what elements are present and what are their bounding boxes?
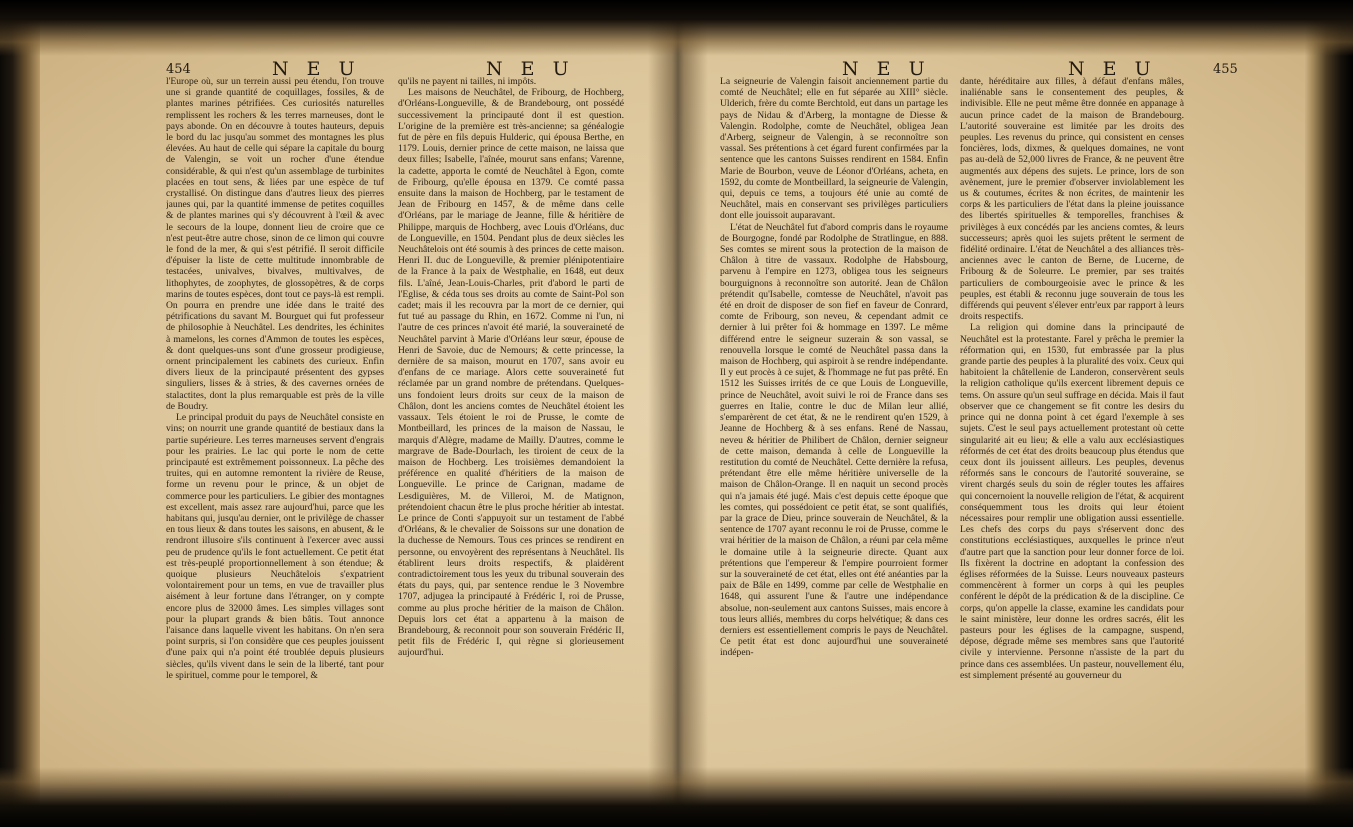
paragraph: La religion qui domine dans la principauté de Neuchâtel est la protestante. Farel y prêcha le premier la réformation qui, en 1530, fut embrassée par la plus grande partie des peuples à la pluralité des voix. Ceux qui habitoient la châtellenie de Landeron, conservèrent seuls la religion catholique qu'ils exercent librement depuis ce tems. On assure qu'un seul suffrage en décida. Mais il faut observer que ce changement se fit contre les desirs du prince qui ne donna point à cet égard l'exemple à ses sujets. C'est le seul pays actuellement protestant où cette singularité ait eu lieu; & elle a valu aux ecclésiastiques réformés de cet état des droits beaucoup plus étendus que ceux dont ils jouissent ailleurs. Les peuples, devenus réformés sans le concours de l'autorité souveraine, se virent chargés seuls du soin de régler toutes les affaires qui concernoient la nouvelle religion de l'état, & acquirent conséquemment tous les droits qui leur étoient nécessaires pour remplir une obligation aussi essentielle. Les chefs des corps du pays s'réservent donc des constitutions ecclésiastiques, auxquelles le prince n'eut d'autre part que la sanction pour leur donner force de loi. Ils fixèrent la doctrine en adoptant la confession des églises réformées de la Suisse. Leurs nouveaux pasteurs commencèrent à former un corps à qui les peuples conférent le dépôt de la prédication & de la discipline. Ce corps, qu'on appelle la classe, examine les candidats pour le saint ministère, leur donne les ordres sacrés, élit les pasteurs pour les églises de la campagne, suspend, dépose, dégrade même ses membres sans que l'autorité civile y intervienne. Personne n'assiste de la part du prince dans ces assemblées. Un pasteur, nouvellement élu, est simplement présenté au gouverneur du xyxy=(960,322,1184,681)
page-number: 455 xyxy=(1213,62,1238,77)
paragraph: qu'ils ne payent ni tailles, ni impôts. xyxy=(398,76,537,87)
text-column xyxy=(960,76,1184,796)
text-column xyxy=(166,76,384,780)
paragraph: Le principal produit du pays de Neuchâtel consiste en vins; on nourrit une grande quantité de bestiaux dans la partie supérieure. Les terres marneuses servent d'engrais pour les prairies. Le lac qui porte le nom de cette principauté est extrêmement poissonneux. La pêche des truites, qui en automne remontent la rivière de Reuse, forme un revenu pour le prince, & un objet de commerce pour les particuliers. Le gibier des montagnes est excellent, mais assez rare aujourd'hui, parce que les habitans qui, jusqu'au dernier, ont le privilège de chasser en tous lieux & dans toutes les saisons, en abusent, & le rendront illusoire s'ils continuent à l'exercer avec aussi peu de prudence qu'ils le font actuellement. Ce petit état est très-peuplé proportionnellement à son étendue; & quoique plusieurs Neuchâtelois s'expatrient volontairement pour un tems, en vue de travailler plus aisément à leur fortune dans l'étranger, on y compte encore plus de 32000 âmes. Les simples villages sont pour la plupart grands & bien bâtis. Tout annonce l'aisance dans laquelle vivent les habitans. On n'en sera point surpris, si l'on considère que ces peuples jouissent d'une paix qui n'a point été troublée depuis plusieurs siècles, qu'ils vivent dans le sein de la liberté, tant pour le spirituel, comme pour le temporel, & xyxy=(166,412,384,681)
paragraph: L'état de Neuchâtel fut d'abord compris dans le royaume de Bourgogne, fondé par Rodolphe de Stratlingue, en 888. Ses comtes se mirent sous la protection de la maison de Châlon à titre de vassaux. Rodolphe de Habsbourg, parvenu à l'empire en 1273, obligea tous les seigneurs bourguignons à reconnoître son autorité. Jean de Châlon prétendit qu'Isabelle, comtesse de Neuchâtel, n'avoit pas été en droit de disposer de son fief en faveur de Conrard, comte de Fribourg, son neveu, & cependant admit ce dernier à lui prêter foi & hommage en 1397. Le même différend entre le seigneur suzerain & son vassal, se renouvella lorsque le comté de Neuchâtel passa dans la maison de Hochberg, qui aspiroit à se rendre indépendante. Il y eut procès à ce sujet, & l'hommage ne fut pas prêté. En 1512 les Suisses irrités de ce que Louis de Longueville, prince de Neuchâtel, avoit suivi le roi de France dans ses guerres en Italie, contre le duc de Milan leur allié, s'emparèrent de cet état, & ne le rendirent qu'en 1529, à Jeanne de Hochberg & à ses enfans. René de Nassau, neveu & héritier de Philibert de Châlon, dernier seigneur de cette maison, demanda à celle de Longueville la restitution du comté de Neuchâtel. Cette dernière la refusa, prétendant être elle même héritière universelle de la maison de Châlon-Orange. Il en naquit un second procès qui n'a jamais été jugé. Mais c'est depuis cette époque que les comtes, qui possédoient ce petit état, se sont qualifiés, par la grace de Dieu, prince souverain de Neuchâtel, & la sentence de 1707 ayant reconnu le roi de Prusse, comme le vrai héritier de la maison de Châlon, a réuni par cela même le domaine utile à la seigneurie directe. Quant aux prétentions que l'empereur & l'empire pourroient former sur la souveraineté de cet état, elles ont été anéanties par la paix de Bâle en 1499, comme par celle de Westphalie en 1648, qui assurent l'une & l'autre une indépendance absolue, non-seulement aux cantons Suisses, mais encore à tous leurs alliés, membres du corps helvétique; & dans ces derniers est essentiellement compris le pays de Neuchâtel. Ce petit état est donc aujourd'hui une souveraineté indépen- xyxy=(720,221,948,659)
text-column xyxy=(720,76,948,796)
running-head: N E U xyxy=(272,58,361,80)
paragraph: dante, héréditaire aux filles, à défaut d'enfans mâles, inaliénable sans le consentement des peuples, & indivisible. Elle ne peut même être donnée en appanage à aucun prince cadet de la maison de Brandebourg. L'autorité souveraine est limitée par les droits des peuples. Les revenus du prince, qui consistent en censes foncières, lods, dixmes, & quelques domaines, ne vont pas au-delà de 52,000 livres de France, & ne peuvent être augmentés aux dépens des sujets. Le prince, lors de son avènement, jure le premier d'observer inviolablement les us & coutumes, écrites & non écrites, de maintenir les corps & les particuliers de l'état dans la pleine jouissance des libertés spirituelles & temporelles, franchises & privilèges à eux concédés par les anciens comtes, & leurs successeurs; après quoi les sujets prêtent le serment de fidélité ordinaire. L'état de Neuchâtel a des alliances très-anciennes avec le canton de Berne, de Lucerne, de Fribourg & de Soleurre. Le premier, par ses traités particuliers de combourgeoisie avec le prince & les peuples, est établi & reconnu juge souverain de tous les différends qui peuvent s'élever entr'eux par rapport à leurs droits respectifs. xyxy=(960,76,1184,323)
running-head: N E U xyxy=(486,58,575,80)
running-head: N E U xyxy=(1068,58,1157,80)
book-edge-bottom xyxy=(0,767,1353,827)
book-gutter xyxy=(648,0,708,827)
paragraph: l'Europe où, sur un terrein aussi peu étendu, l'on trouve une si grande quantité de coquillages, fossiles, & de plantes marines pétrifiées. Ces curiosités naturelles remplissent les rochers & les terres marneuses, dont le pays abonde. On en découvre à toutes hauteurs, depuis le bord du lac jusqu'au sommet des montagnes les plus élevées. Au haut de celle qui sépare la capitale du bourg de Valengin, se voit un rocher d'une étendue considérable, & qui n'est qu'un assemblage de turbinites placées en tout sens, & liées par une espèce de tuf crystallisé. On distingue dans d'autres lieux des pierres jaunes qui, par la quantité immense de petites coquilles & de plantes marines qui s'y découvrent à l'œil & avec le secours de la loupe, donnent lieu de croire que ce n'est peut-être autre chose, sinon de ce limon qui couvre le fond de la mer, & qui s'est pétrifié. Il seroit difficile d'épuiser la liste de cette multitude innombrable de testacées, univalves, bivalves, multivalves, de lithophytes, de zoophytes, de glossopètres, & de corps marins de toutes espèces, dont tout ce pays-là est rempli. On pourra en prendre une idée dans le traité des pétrifications du savant M. Bourguet qui fut professeur de philosophie à Neuchâtel. Les dendrites, les échinites à mamelons, les cornes d'Ammon de toutes les espèces, & dont quelques-uns sont d'une grosseur prodigieuse, ornent principalement les cabinets des curieux. Enfin divers lieux de la principauté présentent des gypses singuliers, lisses & à stries, & des cavernes ornées de stalactites, dont la plus remarquable est près de la ville de Boudry. xyxy=(166,76,384,412)
paragraph: Les maisons de Neuchâtel, de Fribourg, de Hochberg, d'Orléans-Longueville, & de Brandebourg, ont possédé successivement la principauté dont il est question. L'origine de la première est très-ancienne; sa généalogie fut de père en fils depuis Hulderic, qui épousa Berthe, en 1179. Louis, dernier prince de cette maison, ne laissa que deux filles; Isabelle, l'aînée, mourut sans enfans; Varenne, la cadette, apporta le comté de Neuchâtel à Egon, comte de Fribourg, qu'elle épousa en 1379. Ce comté passa ensuite dans la maison de Hochberg, par le testament de Jean de Fribourg en 1457, & de même dans celle d'Orléans, par le mariage de Jeanne, fille & héritière de Philippe, marquis de Hochberg, avec Louis d'Orléans, duc de Longueville, en 1504. Pendant plus de deux siècles les Neuchâtelois ont été soumis à des princes de cette maison. Henri II. duc de Longueville, & premier plénipotentiaire de la France à la paix de Westphalie, en 1648, eut deux fils. L'aîné, Jean-Louis-Charles, prit d'abord le parti de l'Eglise, & céda tous ses droits au comte de Saint-Pol son cadet; mais il les recouvra par la mort de ce dernier, qui fut tué au passage du Rhin, en 1672. Comme ni l'un, ni l'autre de ces princes n'avoit été marié, la souveraineté de Neuchâtel parvint à Marie d'Orléans leur sœur, épouse de Henri de Savoie, duc de Nemours; & cette princesse, la dernière de sa maison, mourut en 1707, sans avoir eu d'enfans de ce mariage. Alors cette souveraineté fut réclamée par un grand nombre de prétendans. Quelques-uns fondoient leurs droits sur ceux de la maison de Châlon, dont les anciens comtes de Neuchâtel étoient les vassaux. Tels étoient le roi de Prusse, le comte de Montbeillard, les princes de la maison de Nassau, le marquis d'Alègre, madame de Mailly. D'autres, comme le margrave de Bade-Dourlach, les tiroient de ceux de la maison de Hochberg. Les troisièmes demandoient la préférence en qualité d'héritiers de la maison de Longueville. Le prince de Carignan, madame de Lesdiguières, M. de Villeroi, M. de Matignon, prétendoient chacun être le plus proche héritier ab intestat. Le prince de Conti s'appuyoit sur un testament de l'abbé d'Orléans, & le chevalier de Soissons sur une donation de la duchesse de Nemours. Tous ces princes se rendirent en personne, ou envoyèrent des représentans à Neuchâtel. Ils établirent leurs droits respectifs, & plaidèrent contradictoirement tous les yeux du tribunal souverain des états du pays, qui, par sentence rendue le 3 Novembre 1707, adjugea la principauté à Frédéric I, roi de Prusse, comme au plus proche héritier de la maison de Châlon. Depuis lors cet état a appartenu à la maison de Brandebourg, & reconnoit pour son souverain Frédéric II, petit fils de Frédéric I, qui règne si glorieusement aujourd'hui. xyxy=(398,87,624,659)
book-edge-left xyxy=(0,0,40,827)
page-number: 454 xyxy=(166,62,191,77)
text-column xyxy=(398,76,624,780)
book-edge-right xyxy=(1305,0,1353,827)
running-head: N E U xyxy=(842,58,931,80)
book-edge-top xyxy=(0,0,1353,56)
paragraph: La seigneurie de Valengin faisoit anciennement partie du comté de Neuchâtel; elle en fut séparée au XIII° siècle. Ulderich, frère du comte Berchtold, eut dans un partage les pays de Nidau & d'Arberg, la montagne de Diesse & Valengin. Rodolphe, comte de Neuchâtel, obligea Jean d'Arberg, seigneur de Valengin, à se reconnoître son vassal. Ses prétentions à cet égard furent confirmées par la sentence que les cantons Suisses rendirent en 1584. Enfin Marie de Bourbon, veuve de Léonor d'Orléans, acheta, en 1592, du comte de Montbeillard, la seigneurie de Valengin, qui, depuis ce tems, a toujours été unie au comté de Neuchâtel, mais en conservant ses privilèges particuliers dont elle jouissoit auparavant. xyxy=(720,76,948,222)
